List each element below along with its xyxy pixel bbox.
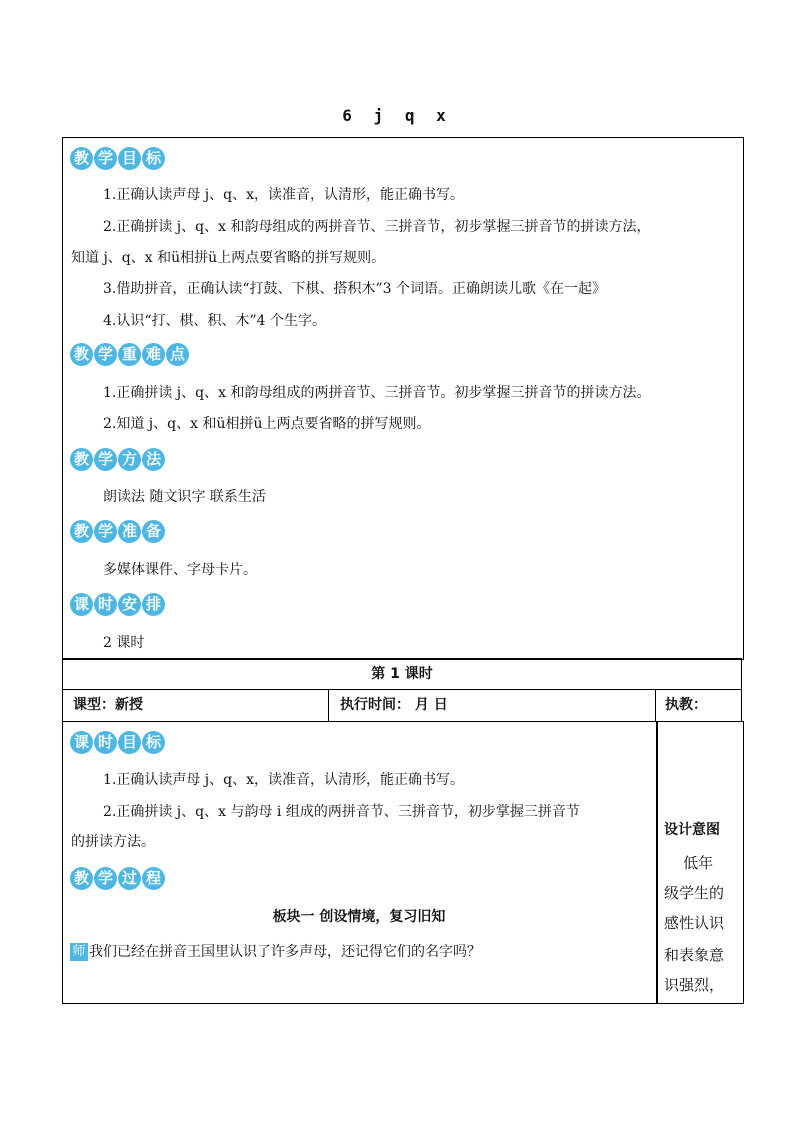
goal-line-2: 2.正确拼读 j、q、x 和韵母组成的两拼音节、三拼音节，初步掌握三拼音节的拼读方法，: [103, 219, 651, 235]
design-intent-line-4: 和表象意: [664, 946, 725, 964]
teacher-label: 执教：: [665, 697, 707, 713]
teacher-tag: 师: [70, 943, 88, 961]
execution-time: 执行时间： 月 日: [340, 697, 448, 713]
badge-teaching-process: 教 学 过 程: [70, 867, 165, 893]
lesson-goal-line-2-cont: 的拼读方法。: [71, 834, 155, 850]
methods-line: 朗读法 随文识字 联系生活: [103, 489, 266, 505]
badge-teaching-preparation: 教 学 准 备: [70, 520, 165, 546]
teacher-dialogue-text: 我们已经在拼音王国里认识了许多声母，还记得它们的名字吗？: [89, 944, 481, 960]
lesson-meta-row: [62, 689, 742, 722]
badge-teaching-goals: 教 学 目 标: [70, 147, 165, 173]
lesson-type: 课型：新授: [73, 697, 143, 713]
design-intent-line-1: 低年: [664, 854, 714, 872]
page-title: 6 j q x: [342, 106, 452, 125]
divider: [655, 690, 656, 721]
badge-key-points: 教 学 重 难 点: [70, 343, 189, 369]
teacher-dialogue: [70, 942, 735, 962]
block-title: 板块一 创设情境，复习旧知: [272, 909, 446, 925]
badge-schedule: 课 时 安 排: [70, 593, 165, 619]
design-intent-line-2: 级学生的: [664, 884, 725, 902]
badge-lesson-goals: 课 时 目 标: [70, 731, 165, 757]
divider: [328, 690, 329, 721]
design-intent-line-3: 感性认识: [664, 914, 725, 932]
badge-teaching-methods: 教 学 方 法: [70, 448, 165, 474]
design-intent-line-5: 识强烈，: [664, 976, 725, 994]
schedule-line: 2 课时: [103, 635, 145, 651]
period-title: 第 1 课时: [62, 658, 742, 690]
goal-line-4: 4.认识“打、棋、积、木”4 个生字。: [103, 313, 327, 329]
goal-line-2-cont: 知道 j、q、x 和ü相拼ü上两点要省略的拼写规则。: [71, 250, 386, 266]
key-point-line-2: 2.知道 j、q、x 和ü相拼ü上两点要省略的拼写规则。: [103, 416, 431, 432]
goal-line-1: 1.正确认读声母 j、q、x，读准音，认清形，能正确书写。: [103, 187, 465, 203]
design-intent-heading: 设计意图: [664, 822, 720, 838]
key-point-line-1: 1.正确拼读 j、q、x 和韵母组成的两拼音节、三拼音节。初步掌握三拼音节的拼读方法。: [103, 385, 651, 401]
goal-line-3: 3.借助拼音，正确认读“打鼓、下棋、搭积木”3 个词语。正确朗读儿歌《在一起》: [103, 281, 607, 297]
lesson-goal-line-1: 1.正确认读声母 j、q、x，读准音，认清形，能正确书写。: [103, 772, 465, 788]
preparation-line: 多媒体课件、字母卡片。: [103, 562, 257, 578]
lesson-goal-line-2: 2.正确拼读 j、q、x 与韵母 i 组成的两拼音节、三拼音节，初步掌握三拼音节: [103, 804, 580, 820]
